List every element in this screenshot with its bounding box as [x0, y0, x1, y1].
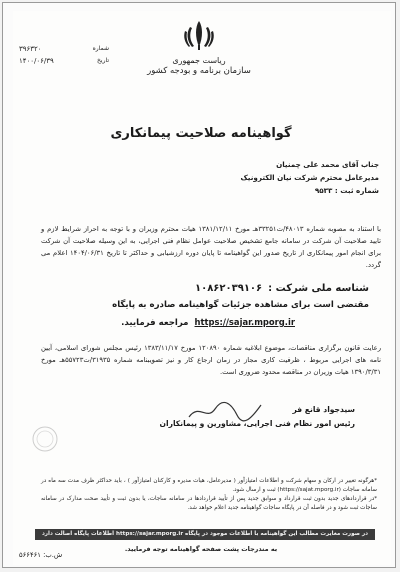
- footnote-1: *هرگونه تغییر در ارکان و سهام شرکت و اطلاعات امتیازآور ( مدیرعامل، هیات مدیره و کارکنان امتیازآور ) ، باید حداکثر ظرف مدت سه ماه در سامانه ساجات (https://sajat.mporg.ir) ثبت و ارسال شود.: [41, 478, 377, 493]
- validity-notice-bar: در صورت مغایرت مطالب این گواهینامه با اطلاعات موجود در پایگاه https://sajar.mporg.ir اطلاعات پایگاه اصالت دارد: [35, 529, 375, 540]
- regulation-paragraph: رعایت قانون برگزاری مناقصات، موضوع ابلاغیه شماره ۱۲۰۸۹۰ مورخ ۱۳۸۳/۱۱/۱۷ رئیس مجلس شورای اسلامی، آیین نامه های اجرایی مربوط ، ظرفیت کاری مجاز در زمان ارجاع کار و نیز تصویبنامه شماره ۳۱۹۳۵/ت۵۵۷۲۳هـ مورخ ۱۳۹۰/۳/۳۱ هیات وزیران در مناقصه محدود ضروری است.: [41, 344, 381, 376]
- footnote-2: *در قراردادهای جدید بدون ثبت قرارداد و سوابق جدید پس از تأیید قراردادها در سامانه ساجات، یا بدون ثبت و تأیید صحت مدارک در سامانه ساجات ثبت شود و در فاصله آن در پایگاه ساجات گواهینامه جدید اعلام خواهد شد.: [41, 496, 377, 511]
- back-page-note: به مندرجات پشت صفحه گواهینامه توجه فرمایید.: [124, 545, 278, 553]
- header-meta: [19, 43, 109, 67]
- addressee-name: جناب آقای محمد علی چمنیان: [276, 160, 379, 169]
- org-line-1: ریاست جمهوری: [172, 56, 226, 65]
- addressee-block: [79, 158, 379, 197]
- date-row: [19, 55, 109, 67]
- request-url-line: [65, 317, 295, 328]
- iran-emblem-icon: [179, 19, 219, 51]
- certificate-page: [13, 11, 391, 565]
- stamp-icon: [31, 425, 59, 453]
- signatory-position: رئیس امور نظام فنی اجرایی، مشاورین و پیمانکاران: [159, 419, 355, 428]
- number-row: [19, 43, 109, 55]
- request-line: مقتضی است برای مشاهده جزئیات گواهینامه صادره به پایگاه: [112, 300, 369, 310]
- date-value: ۱۴۰۰/۰۶/۳۹: [19, 57, 54, 65]
- signature-block: [115, 403, 355, 431]
- decree-paragraph: با استناد به مصوبه شماره ۴۸۰۱۳/ت۳۳۲۵۱هـ مورخ ۱۳۸۱/۱۲/۱۱ هیات محترم وزیران و با توجه به احراز شرایط لازم و تایید صلاحیت آن شرکت در سامانه جامع تشخیص صلاحیت عوامل نظام فنی اجرایی، به این وسیله صلاحیت آن شرکت برای انجام امور پیمانکاری از تاریخ صدور این گواهینامه تا پایان دوره ارزشیابی و حداکثر تا تاریخ ۱۴۰۴/۰۶/۳۱ اعلام می گردد.: [41, 225, 381, 269]
- national-id: [49, 283, 369, 294]
- request-tail: مراجعه فرمایید.: [121, 318, 189, 328]
- national-id-label: شناسه ملی شرکت :: [268, 283, 369, 294]
- serial-number: ش.ب: ۵۶۶۴۶۱: [19, 551, 63, 559]
- org-line-2: سازمان برنامه و بودجه کشور: [147, 66, 251, 76]
- request-url[interactable]: https://sajar.mporg.ir: [194, 317, 295, 327]
- document-frame: [2, 2, 396, 568]
- footnotes: [41, 477, 377, 513]
- registration-number: شماره ثبت : ۹۵۳۳: [314, 186, 379, 195]
- national-id-value: ۱۰۸۶۲۰۳۹۱۰۶: [195, 283, 263, 294]
- number-label: شماره: [92, 45, 109, 52]
- organization-name: [131, 55, 267, 77]
- date-label: تاریخ: [97, 57, 109, 64]
- addressee-position: مدیرعامل محترم شرکت نیان الکترونیک: [240, 173, 379, 182]
- number-value: ۳۹۶۳۲۰: [19, 45, 42, 53]
- signatory-name: سیدجواد قانع فر: [292, 405, 355, 414]
- signature-icon: [185, 399, 265, 423]
- certificate-title: گواهینامه صلاحیت پیمانکاری: [110, 126, 292, 141]
